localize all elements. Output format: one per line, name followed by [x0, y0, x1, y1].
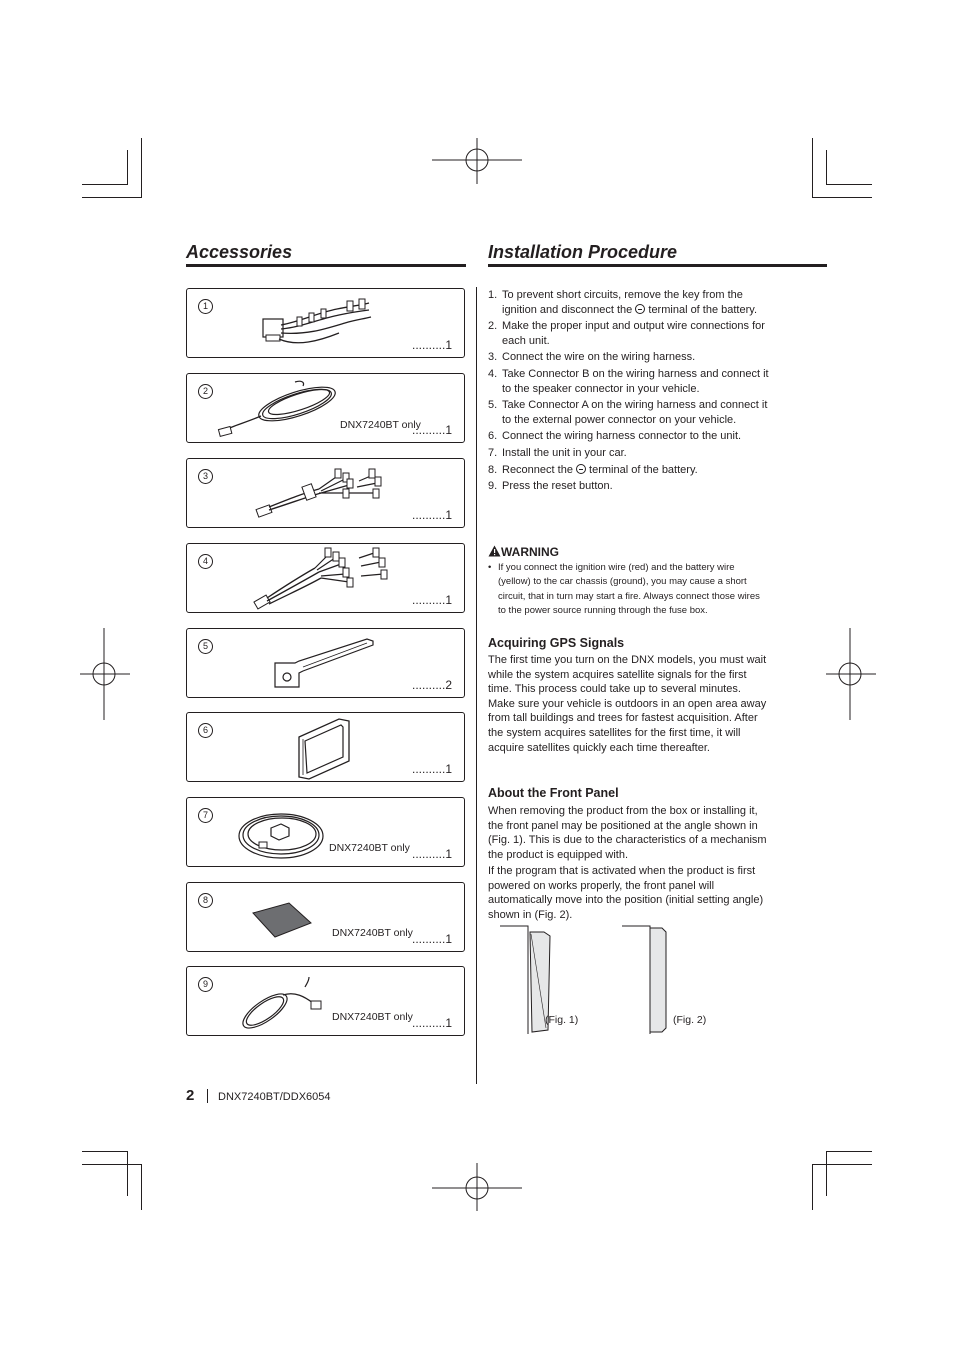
- step-text: Connect the wiring harness connector to the unit.: [502, 430, 742, 443]
- front-panel-para-2: If the program that is activated when the product is first powered on works properly, the front panel will automatically move into the position (initial setting angle) shown in (Fig. 2).: [488, 865, 764, 921]
- step-text-cont: terminal of the battery.: [586, 463, 698, 476]
- item-number: 1: [198, 299, 213, 314]
- item-number: 9: [198, 977, 213, 992]
- accessory-item-7: [186, 797, 465, 867]
- registration-mark-bottom: [432, 1163, 524, 1211]
- item-number: 6: [198, 723, 213, 738]
- registration-mark-left: [80, 628, 130, 720]
- column-divider: [476, 287, 477, 1084]
- item-number: 5: [198, 639, 213, 654]
- item-number: 4: [198, 554, 213, 569]
- accessory-item-6: [186, 712, 465, 782]
- accessory-item-1: [186, 288, 465, 358]
- item-quantity: ..........1: [411, 593, 452, 607]
- item-number: 2: [198, 384, 213, 399]
- gps-text: The first time you turn on the DNX models, you must wait while the system acquires satellite signals for the first time. This process could take up to several minutes. Make sure your vehicle is outdoors in an open area away from tall buildings and trees for fastest acquisition. After the system acquires satellites for the first time, it will acquire satellites quickly each time thereafter.: [488, 654, 767, 754]
- installation-title-rule: [488, 264, 827, 267]
- item-quantity: ..........1: [411, 762, 452, 776]
- extraction-key-illustration: [269, 633, 379, 693]
- step-item: [488, 429, 774, 444]
- item-note: DNX7240BT only: [332, 927, 413, 939]
- step-number: 4.: [488, 367, 498, 380]
- wiring-harness-illustration: [257, 295, 377, 353]
- front-panel-heading: About the Front Panel: [488, 786, 619, 800]
- fig2-caption: (Fig. 2): [673, 1014, 707, 1026]
- item-note: DNX7240BT only: [332, 1011, 413, 1023]
- accessory-item-9: [186, 966, 465, 1036]
- accessories-title: Accessories: [186, 242, 293, 262]
- step-number: 6.: [488, 430, 498, 443]
- step-text: Make the proper input and output wire connections for each unit.: [502, 320, 765, 347]
- step-item: [488, 398, 774, 427]
- step-item: [488, 479, 774, 494]
- step-text: Take Connector B on the wiring harness and connect it to the speaker connector in your vehicle.: [502, 367, 769, 395]
- step-text: Reconnect the: [502, 463, 576, 476]
- item-note: DNX7240BT only: [329, 842, 410, 854]
- step-item: [488, 463, 774, 478]
- item-quantity: ..........2: [411, 678, 452, 692]
- accessories-title-rule: [186, 264, 466, 267]
- item-quantity: ..........1: [411, 508, 452, 522]
- step-number: 1.: [488, 289, 498, 301]
- accessory-item-5: [186, 628, 465, 698]
- installation-steps: [488, 288, 774, 496]
- accessory-item-8: [186, 882, 465, 952]
- step-item: [488, 319, 774, 348]
- warning-text: [488, 561, 766, 619]
- item-quantity: ..........1: [411, 1016, 452, 1030]
- gps-antenna-illustration: [235, 802, 327, 864]
- step-number: 5.: [488, 399, 498, 412]
- item-quantity: ..........1: [411, 847, 452, 861]
- accessory-item-3: [186, 458, 465, 528]
- step-number: 7.: [488, 446, 498, 459]
- page-number: 2: [186, 1087, 195, 1104]
- item-number: 7: [198, 808, 213, 823]
- step-item: [488, 350, 774, 365]
- warning-bullet: •: [488, 562, 492, 573]
- item-quantity: ..........1: [411, 338, 452, 352]
- step-text-cont: terminal of the battery.: [645, 303, 758, 316]
- step-number: 2.: [488, 320, 498, 333]
- minus-terminal-icon: [576, 464, 586, 474]
- warning-body: If you connect the ignition wire (red) and the battery wire (yellow) to the car chassis (ground), you may cause a short circuit, that in turn may start a fire. Always connect those wires to the power source running through the fuse box.: [498, 562, 760, 617]
- item-number: 8: [198, 893, 213, 908]
- step-text: Connect the wire on the wiring harness.: [502, 351, 696, 364]
- metal-plate-illustration: [249, 899, 315, 943]
- step-text: Press the reset button.: [502, 480, 613, 493]
- step-item: [488, 288, 774, 317]
- footer-model: DNX7240BT/DDX6054: [218, 1091, 331, 1103]
- rca-cable-illustration: [249, 546, 394, 612]
- step-text: Install the unit in your car.: [502, 446, 627, 459]
- warning-heading: [488, 545, 559, 559]
- av-cable-illustration: [249, 463, 394, 525]
- accessory-item-2: [186, 373, 465, 443]
- item-quantity: ..........1: [411, 423, 452, 437]
- minus-terminal-icon: [635, 304, 645, 314]
- item-note: DNX7240BT only: [340, 419, 421, 431]
- footer-separator: [207, 1089, 208, 1103]
- cable-illustration: [217, 376, 342, 442]
- registration-mark-right: [826, 628, 876, 720]
- gps-heading: Acquiring GPS Signals: [488, 636, 625, 650]
- warning-triangle-icon: [488, 545, 501, 557]
- front-panel-para-1: When removing the product from the box or installing it, the front panel may be positioned at the angle shown in (Fig. 1). This is due to the characteristics of a mechanism the product is equipped with.: [488, 805, 767, 861]
- item-quantity: ..........1: [411, 932, 452, 946]
- step-item: [488, 446, 774, 461]
- installation-title: Installation Procedure: [488, 242, 678, 262]
- item-number: 3: [198, 469, 213, 484]
- trim-plate-illustration: [293, 715, 353, 781]
- warning-title: WARNING: [501, 545, 559, 559]
- registration-mark-top: [432, 138, 524, 184]
- step-number: 8.: [488, 463, 498, 476]
- fig2-panel-illustration: [620, 924, 672, 1036]
- microphone-illustration: [235, 973, 331, 1033]
- step-item: [488, 367, 774, 396]
- step-number: 3.: [488, 351, 498, 364]
- step-text: To prevent short circuits, remove the key from the ignition and disconnect the: [502, 289, 743, 316]
- accessory-item-4: [186, 543, 465, 613]
- step-number: 9.: [488, 480, 498, 493]
- step-text: Take Connector A on the wiring harness and connect it to the external power connector on your vehicle.: [502, 399, 768, 426]
- fig1-caption: (Fig. 1): [545, 1014, 579, 1026]
